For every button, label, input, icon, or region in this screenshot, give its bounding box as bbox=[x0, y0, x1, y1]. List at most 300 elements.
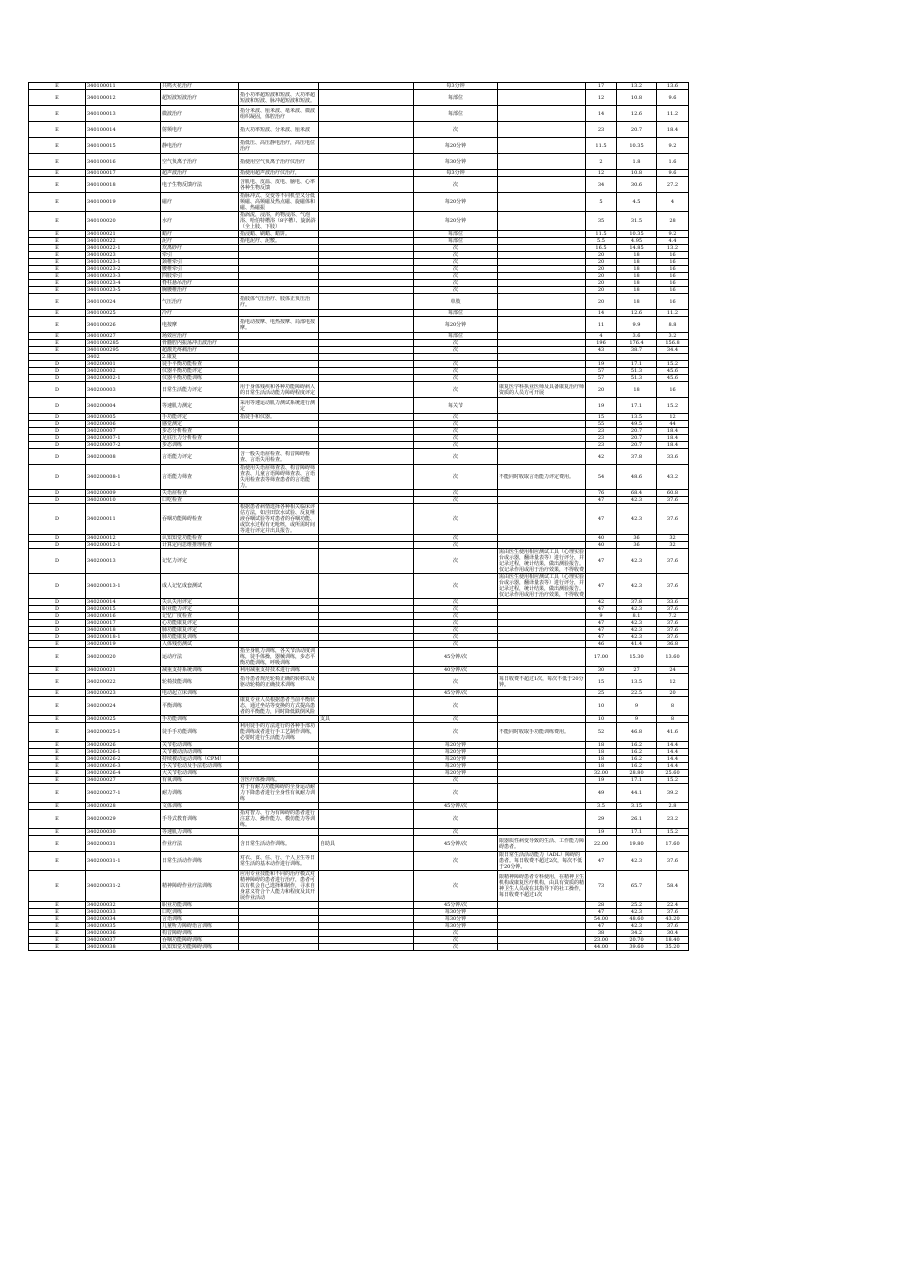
price-level-3-cell: 14.4 bbox=[657, 742, 689, 749]
item-name-cell: 持续被动运动训练（CPM） bbox=[161, 756, 239, 763]
price-level-2-cell: 3.15 bbox=[617, 803, 657, 810]
category-cell: E bbox=[29, 836, 86, 852]
excluded-content-cell bbox=[319, 574, 414, 599]
unit-cell: 次 bbox=[414, 627, 498, 634]
cell-text: 指大功率短波、分米波、厘米波 bbox=[240, 126, 311, 133]
price-level-2-cell: 20.7 bbox=[617, 435, 657, 442]
price-level-2-cell: 176.4 bbox=[617, 340, 657, 347]
category-cell: E bbox=[29, 749, 86, 756]
price-level-3-cell: 9.2 bbox=[657, 138, 689, 154]
content-cell bbox=[239, 574, 319, 599]
table-row bbox=[29, 829, 689, 836]
price-level-3-cell: 11.2 bbox=[657, 310, 689, 317]
price-level-3-cell: 3.2 bbox=[657, 333, 689, 340]
unit-cell: 45分钟/次 bbox=[414, 836, 498, 852]
cell-text: 指肢体气压治疗、肢体正负压治疗。 bbox=[240, 295, 311, 308]
cell-text: 对于有耐力功能障碍的全身运动耐力下降患者进行全身性有氧耐力训练 bbox=[240, 784, 316, 802]
code-cell: 340100014 bbox=[86, 122, 161, 138]
category-cell: E bbox=[29, 803, 86, 810]
price-level-2-cell: 9.9 bbox=[617, 317, 657, 333]
category-cell: D bbox=[29, 497, 86, 504]
item-name-cell: 颈椎牵引 bbox=[161, 259, 239, 266]
unit-cell: 每20分钟 bbox=[414, 317, 498, 333]
note-cell bbox=[498, 106, 586, 122]
price-level-2-cell: 31.5 bbox=[617, 212, 657, 231]
category-cell: E bbox=[29, 909, 86, 916]
code-cell: 340100023-3 bbox=[86, 273, 161, 280]
note-cell bbox=[498, 599, 586, 606]
content-cell bbox=[239, 641, 319, 648]
price-level-1-cell: 49 bbox=[586, 784, 617, 803]
item-name-cell: 肺功能康复评定 bbox=[161, 627, 239, 634]
excluded-content-cell bbox=[319, 810, 414, 829]
price-level-3-cell: 16 bbox=[657, 266, 689, 273]
unit-cell: 次 bbox=[414, 490, 498, 497]
item-name-cell: 电按摩 bbox=[161, 317, 239, 333]
code-cell: 340200004 bbox=[86, 398, 161, 414]
table-row bbox=[29, 667, 689, 674]
excluded-content-cell bbox=[319, 803, 414, 810]
price-level-3-cell: 8 bbox=[657, 697, 689, 716]
unit-cell bbox=[414, 354, 498, 361]
price-level-3-cell: 44 bbox=[657, 421, 689, 428]
price-level-1-cell: 11.5 bbox=[586, 231, 617, 238]
item-name-cell: 腰椎牵引 bbox=[161, 266, 239, 273]
price-level-1-cell: 196 bbox=[586, 340, 617, 347]
price-level-1-cell: 47 bbox=[586, 549, 617, 574]
content-cell bbox=[239, 83, 319, 90]
content-cell: 指浸蜡、刷蜡、蜡饼。 bbox=[239, 231, 319, 238]
price-level-1-cell: 44.00 bbox=[586, 944, 617, 951]
note-cell bbox=[498, 212, 586, 231]
content-cell bbox=[239, 810, 319, 829]
price-level-1-cell: 19 bbox=[586, 398, 617, 414]
code-cell: 340200025-1 bbox=[86, 723, 161, 742]
table-row bbox=[29, 803, 689, 810]
price-level-2-cell: 42.3 bbox=[617, 909, 657, 916]
content-cell bbox=[239, 212, 319, 231]
price-level-3-cell: 13.60 bbox=[657, 648, 689, 667]
content-cell bbox=[239, 361, 319, 368]
price-level-3-cell: 15.2 bbox=[657, 777, 689, 784]
table-row bbox=[29, 535, 689, 542]
note-cell bbox=[498, 238, 586, 245]
content-cell bbox=[239, 902, 319, 909]
note-cell bbox=[498, 252, 586, 259]
price-level-2-cell: 20.7 bbox=[617, 122, 657, 138]
code-cell: 340200008 bbox=[86, 449, 161, 465]
code-cell: 340100021 bbox=[86, 231, 161, 238]
unit-cell: 每30分钟 bbox=[414, 923, 498, 930]
price-level-1-cell: 47 bbox=[586, 634, 617, 641]
price-level-2-cell: 26.1 bbox=[617, 810, 657, 829]
note-cell bbox=[498, 361, 586, 368]
item-name-cell: 泥疗 bbox=[161, 238, 239, 245]
code-cell: 340200023 bbox=[86, 690, 161, 697]
item-name-cell: 言语能力筛查 bbox=[161, 465, 239, 490]
excluded-content-cell bbox=[319, 414, 414, 421]
item-name-cell: 关节松动训练 bbox=[161, 742, 239, 749]
cell-text: 指使用超声波治疗仪治疗， bbox=[240, 170, 301, 176]
unit-cell: 次 bbox=[414, 606, 498, 613]
note-cell bbox=[498, 716, 586, 723]
note-cell bbox=[498, 742, 586, 749]
price-level-3-cell: 18.4 bbox=[657, 428, 689, 435]
price-level-2-cell: 48.60 bbox=[617, 916, 657, 923]
content-cell bbox=[239, 382, 319, 398]
item-name-cell: 超声波治疗 bbox=[161, 170, 239, 177]
price-level-1-cell: 11 bbox=[586, 317, 617, 333]
item-name-cell: 步态分析检查 bbox=[161, 428, 239, 435]
code-cell: 340200020 bbox=[86, 648, 161, 667]
price-level-2-cell: 12.6 bbox=[617, 310, 657, 317]
item-name-cell: 徒手手功能训练 bbox=[161, 723, 239, 742]
note-cell bbox=[498, 923, 586, 930]
content-cell bbox=[239, 442, 319, 449]
note-cell bbox=[498, 784, 586, 803]
price-level-1-cell: 23 bbox=[586, 435, 617, 442]
note-cell bbox=[498, 909, 586, 916]
unit-cell: 次 bbox=[414, 620, 498, 627]
category-cell: E bbox=[29, 763, 86, 770]
price-level-1-cell: 15 bbox=[586, 414, 617, 421]
item-name-cell: 减重支持系统训练 bbox=[161, 667, 239, 674]
price-level-1-cell: 55 bbox=[586, 421, 617, 428]
price-level-2-cell: 68.4 bbox=[617, 490, 657, 497]
item-name-cell: 空气负离子治疗 bbox=[161, 154, 239, 170]
item-name-cell: 日常生活能力评定 bbox=[161, 382, 239, 398]
price-level-3-cell: 34.4 bbox=[657, 347, 689, 354]
table-row bbox=[29, 613, 689, 620]
content-cell bbox=[239, 273, 319, 280]
category-cell: E bbox=[29, 944, 86, 951]
table-row bbox=[29, 287, 689, 294]
code-cell: 340200035 bbox=[86, 923, 161, 930]
unit-cell: 次 bbox=[414, 252, 498, 259]
price-level-3-cell: 18.4 bbox=[657, 435, 689, 442]
price-level-2-cell: 22.5 bbox=[617, 690, 657, 697]
table-row bbox=[29, 340, 689, 347]
table-row bbox=[29, 106, 689, 122]
price-level-1-cell: 47 bbox=[586, 852, 617, 871]
excluded-content-cell bbox=[319, 549, 414, 574]
excluded-content-cell bbox=[319, 368, 414, 375]
price-level-1-cell: 20 bbox=[586, 266, 617, 273]
code-cell: 340200027-1 bbox=[86, 784, 161, 803]
item-name-cell: 肺功能康复训练 bbox=[161, 634, 239, 641]
code-cell: 340200002 bbox=[86, 368, 161, 375]
cell-text: 限日常生活活动能力（ADL）障碍的患者。每日收费不超过2次，每次不低于20分钟。 bbox=[499, 852, 583, 870]
price-level-2-cell: 36 bbox=[617, 542, 657, 549]
category-cell: D bbox=[29, 382, 86, 398]
excluded-content-cell bbox=[319, 620, 414, 627]
unit-cell: 40分钟/次 bbox=[414, 667, 498, 674]
excluded-content-cell bbox=[319, 923, 414, 930]
item-name-cell: 计算定向思维推理检查 bbox=[161, 542, 239, 549]
category-cell: E bbox=[29, 777, 86, 784]
table-row bbox=[29, 177, 689, 193]
table-row bbox=[29, 871, 689, 902]
table-row bbox=[29, 238, 689, 245]
category-cell: E bbox=[29, 106, 86, 122]
item-name-cell: 2.康复 bbox=[161, 354, 239, 361]
item-name-cell: 失语症检查 bbox=[161, 490, 239, 497]
content-cell bbox=[239, 613, 319, 620]
price-level-2-cell: 10.35 bbox=[617, 138, 657, 154]
table-row bbox=[29, 723, 689, 742]
note-cell bbox=[498, 414, 586, 421]
table-row bbox=[29, 273, 689, 280]
price-level-1-cell: 25 bbox=[586, 690, 617, 697]
code-cell: 340200036 bbox=[86, 930, 161, 937]
note-cell bbox=[498, 674, 586, 690]
table-row bbox=[29, 909, 689, 916]
item-name-cell: 耐力训练 bbox=[161, 784, 239, 803]
price-level-3-cell: 15.2 bbox=[657, 361, 689, 368]
unit-cell: 次 bbox=[414, 266, 498, 273]
table-row bbox=[29, 923, 689, 930]
note-cell bbox=[498, 613, 586, 620]
cell-text: 含肌电、皮温、皮电、脑电、心率各种生物反馈 bbox=[240, 178, 316, 191]
excluded-content-cell bbox=[319, 170, 414, 177]
note-cell bbox=[498, 634, 586, 641]
item-name-cell: 日常生活动作训练 bbox=[161, 852, 239, 871]
price-level-3-cell: 8.8 bbox=[657, 317, 689, 333]
excluded-content-cell bbox=[319, 770, 414, 777]
unit-cell: 次 bbox=[414, 697, 498, 716]
price-level-3-cell: 45.6 bbox=[657, 375, 689, 382]
price-level-3-cell: 37.6 bbox=[657, 923, 689, 930]
price-level-3-cell: 156.8 bbox=[657, 340, 689, 347]
excluded-content-cell bbox=[319, 535, 414, 542]
code-cell: 340200008-1 bbox=[86, 465, 161, 490]
table-row bbox=[29, 749, 689, 756]
excluded-content-cell bbox=[319, 273, 414, 280]
price-level-2-cell: 10.35 bbox=[617, 231, 657, 238]
content-cell bbox=[239, 937, 319, 944]
price-level-1-cell: 5.5 bbox=[586, 238, 617, 245]
unit-cell: 每20分钟 bbox=[414, 193, 498, 212]
item-name-cell: 认知知觉功能检查 bbox=[161, 535, 239, 542]
content-cell bbox=[239, 122, 319, 138]
category-cell: E bbox=[29, 852, 86, 871]
content-cell bbox=[239, 193, 319, 212]
unit-cell: 次 bbox=[414, 641, 498, 648]
content-cell bbox=[239, 697, 319, 716]
content-cell bbox=[239, 763, 319, 770]
content-cell bbox=[239, 749, 319, 756]
category-cell: E bbox=[29, 238, 86, 245]
note-cell bbox=[498, 723, 586, 742]
note-cell bbox=[498, 398, 586, 414]
item-name-cell: 徒手平衡功能检查 bbox=[161, 361, 239, 368]
category-cell: D bbox=[29, 542, 86, 549]
price-level-1-cell: 73 bbox=[586, 871, 617, 902]
price-level-1-cell: 35 bbox=[586, 212, 617, 231]
price-level-2-cell: 17.1 bbox=[617, 829, 657, 836]
category-cell: D bbox=[29, 428, 86, 435]
table-row bbox=[29, 574, 689, 599]
content-cell bbox=[239, 674, 319, 690]
price-level-2-cell: 20.7 bbox=[617, 442, 657, 449]
price-level-3-cell: 15.2 bbox=[657, 829, 689, 836]
price-level-1-cell: 11.5 bbox=[586, 138, 617, 154]
table-row bbox=[29, 697, 689, 716]
note-cell bbox=[498, 465, 586, 490]
item-name-cell: 口吃检查 bbox=[161, 497, 239, 504]
note-cell bbox=[498, 310, 586, 317]
unit-cell: 次 bbox=[414, 347, 498, 354]
table-row bbox=[29, 442, 689, 449]
content-cell bbox=[239, 435, 319, 442]
unit-cell: 每20分钟 bbox=[414, 770, 498, 777]
price-level-2-cell bbox=[617, 354, 657, 361]
item-name-cell: 失认失用评定 bbox=[161, 599, 239, 606]
excluded-content-cell bbox=[319, 245, 414, 252]
note-cell bbox=[498, 497, 586, 504]
note-cell bbox=[498, 641, 586, 648]
note-cell bbox=[498, 836, 586, 852]
price-level-3-cell: 27.2 bbox=[657, 177, 689, 193]
item-name-cell: 吞咽功能障碍检查 bbox=[161, 504, 239, 535]
code-cell: 340100020 bbox=[86, 212, 161, 231]
price-level-2-cell: 16.2 bbox=[617, 756, 657, 763]
code-cell: 340100023 bbox=[86, 252, 161, 259]
item-name-cell: 人体残伤测试 bbox=[161, 641, 239, 648]
code-cell: 340200011 bbox=[86, 504, 161, 535]
note-cell bbox=[498, 354, 586, 361]
excluded-content-cell bbox=[319, 154, 414, 170]
excluded-content-cell bbox=[319, 231, 414, 238]
cell-text: 不能同时收取言语能力评定费用。 bbox=[499, 474, 575, 480]
price-level-1-cell: 5 bbox=[586, 193, 617, 212]
price-level-2-cell: 42.3 bbox=[617, 504, 657, 535]
item-name-cell: 言语训练 bbox=[161, 916, 239, 923]
code-cell: 340200010 bbox=[86, 497, 161, 504]
category-cell: E bbox=[29, 923, 86, 930]
item-name-cell: 轮椅技能训练 bbox=[161, 674, 239, 690]
excluded-content-cell bbox=[319, 937, 414, 944]
note-cell bbox=[498, 937, 586, 944]
cell-text: 需由医生使用相应测试工具（心理实验台或示器，翻译量表等）进行评分，并记录过程，统计结果，做出测验报告。仅记录作用或用于治疗效果，不得收费 bbox=[499, 574, 584, 598]
price-level-1-cell: 9 bbox=[586, 613, 617, 620]
unit-cell: 每部位 bbox=[414, 90, 498, 106]
category-cell: D bbox=[29, 627, 86, 634]
excluded-content-cell bbox=[319, 749, 414, 756]
price-level-2-cell: 9 bbox=[617, 697, 657, 716]
category-cell: E bbox=[29, 810, 86, 829]
code-cell: 340200009 bbox=[86, 490, 161, 497]
excluded-content-cell bbox=[319, 916, 414, 923]
category-cell: E bbox=[29, 193, 86, 212]
note-cell bbox=[498, 375, 586, 382]
price-level-2-cell: 51.3 bbox=[617, 368, 657, 375]
table-row bbox=[29, 742, 689, 749]
content-cell bbox=[239, 606, 319, 613]
unit-cell: 次 bbox=[414, 937, 498, 944]
note-cell bbox=[498, 122, 586, 138]
table-row bbox=[29, 361, 689, 368]
note-cell bbox=[498, 421, 586, 428]
unit-cell: 每20分钟 bbox=[414, 138, 498, 154]
cell-text: 根据患者病情选择各种相关临床评估方法，如洼田饮水试验、反复唾液吞咽试验等对患者的吞咽功能、或饮水过程有无呛咳，或所需时间等进行评定并出具报告。 bbox=[240, 504, 316, 534]
price-level-3-cell: 37.6 bbox=[657, 852, 689, 871]
table-row bbox=[29, 317, 689, 333]
category-cell: D bbox=[29, 361, 86, 368]
note-cell bbox=[498, 944, 586, 951]
content-cell bbox=[239, 923, 319, 930]
note-cell bbox=[498, 930, 586, 937]
code-cell: 340200027 bbox=[86, 777, 161, 784]
item-name-cell: 儿童听力障碍语言训练 bbox=[161, 923, 239, 930]
cell-text: 用于身体残疾和各种功能障碍病人的日常生活活动能力障碍程度评定 bbox=[240, 383, 316, 396]
unit-cell: 次 bbox=[414, 435, 498, 442]
note-cell bbox=[498, 340, 586, 347]
code-cell: 340200022 bbox=[86, 674, 161, 690]
code-cell: 340100022 bbox=[86, 238, 161, 245]
price-level-3-cell: 24 bbox=[657, 667, 689, 674]
content-cell bbox=[239, 930, 319, 937]
code-cell: 340200007-2 bbox=[86, 442, 161, 449]
excluded-content-cell bbox=[319, 449, 414, 465]
cell-text: 指使用空气负离子治疗仪治疗 bbox=[240, 158, 306, 165]
content-cell bbox=[239, 449, 319, 465]
item-name-cell: 作业疗法 bbox=[161, 836, 239, 852]
content-cell bbox=[239, 138, 319, 154]
note-cell bbox=[498, 177, 586, 193]
unit-cell: 45分钟/次 bbox=[414, 902, 498, 909]
excluded-content-cell bbox=[319, 723, 414, 742]
price-level-1-cell: 20 bbox=[586, 287, 617, 294]
note-cell bbox=[498, 697, 586, 716]
item-name-cell: 等速肌力训练 bbox=[161, 829, 239, 836]
price-level-1-cell: 17 bbox=[586, 83, 617, 90]
content-cell bbox=[239, 667, 319, 674]
content-cell bbox=[239, 347, 319, 354]
note-cell bbox=[498, 902, 586, 909]
content-cell bbox=[239, 535, 319, 542]
content-cell bbox=[239, 690, 319, 697]
content-cell bbox=[239, 465, 319, 490]
item-name-cell: 运动疗法 bbox=[161, 648, 239, 667]
note-cell bbox=[498, 83, 586, 90]
unit-cell: 次 bbox=[414, 599, 498, 606]
price-level-1-cell: 28 bbox=[586, 902, 617, 909]
table-row bbox=[29, 252, 689, 259]
price-level-1-cell: 40 bbox=[586, 542, 617, 549]
content-cell bbox=[239, 549, 319, 574]
code-cell: 340200034 bbox=[86, 916, 161, 923]
content-cell bbox=[239, 90, 319, 106]
cell-text: 指分米波、厘米波、毫米波、微波组织凝固，体腔治疗 bbox=[240, 107, 316, 120]
content-cell bbox=[239, 266, 319, 273]
table-row bbox=[29, 777, 689, 784]
note-cell bbox=[498, 245, 586, 252]
cell-text: 含一般失语症检查、构音障碍检查、言语失用检查。 bbox=[240, 450, 311, 463]
code-cell: 340200001 bbox=[86, 361, 161, 368]
table-row bbox=[29, 549, 689, 574]
unit-cell: 次 bbox=[414, 871, 498, 902]
item-name-cell: 共鸣火花治疗 bbox=[161, 83, 239, 90]
price-level-3-cell: 16 bbox=[657, 287, 689, 294]
excluded-content-cell: 自助具 bbox=[319, 836, 414, 852]
table-row bbox=[29, 414, 689, 421]
excluded-content-cell bbox=[319, 599, 414, 606]
content-cell bbox=[239, 106, 319, 122]
price-level-1-cell: 10 bbox=[586, 716, 617, 723]
code-cell: 340200007-1 bbox=[86, 435, 161, 442]
excluded-content-cell bbox=[319, 421, 414, 428]
